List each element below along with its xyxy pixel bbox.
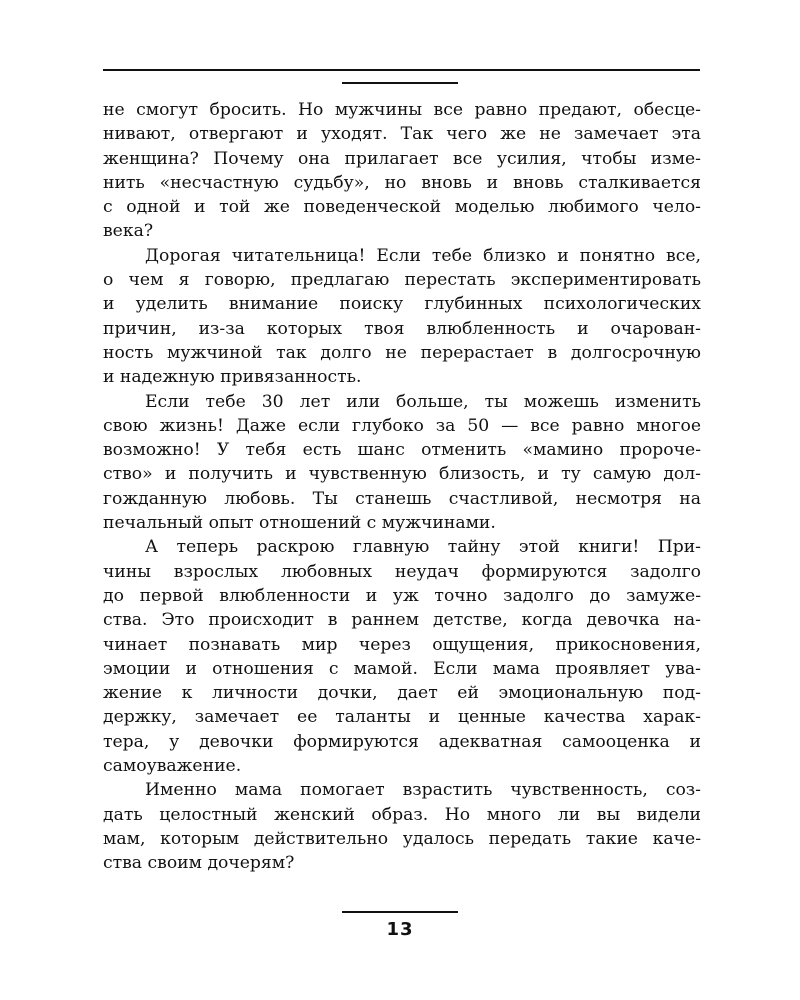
- text-line: держку, замечает ее таланты и ценные качества харак-: [103, 707, 701, 728]
- text-line: нивают, отвергают и уходят. Так чего же не замечает эта: [103, 124, 701, 145]
- page-body-text: [103, 98, 701, 876]
- text-line: Если тебе 30 лет или больше, ты можешь изменить: [145, 391, 701, 412]
- page-number: 13: [386, 919, 414, 940]
- text-line: печальный опыт отношений с мужчинами.: [103, 513, 496, 534]
- text-line: тера, у девочки формируются адекватная самооценка и: [103, 731, 701, 752]
- text-line: Именно мама помогает взрастить чувственность, соз-: [145, 780, 701, 801]
- text-line: свою жизнь! Даже если глубоко за 50 — все равно многое: [103, 415, 701, 436]
- footer-short-rule: [342, 911, 458, 913]
- text-line: до первой влюбленности и уж точно задолго до замуже-: [103, 585, 701, 606]
- text-line: Дорогая читательница! Если тебе близко и понятно все,: [145, 245, 701, 266]
- text-line: причин, из-за которых твоя влюбленность и очарован-: [103, 318, 701, 339]
- text-line: с одной и той же поведенческой моделью любимого чело-: [103, 197, 701, 218]
- header-short-rule: [342, 82, 458, 84]
- header-rule: [103, 69, 700, 71]
- text-line: дать целостный женский образ. Но много ли вы видели: [103, 804, 701, 825]
- text-line: и уделить внимание поиску глубинных психологических: [103, 294, 701, 315]
- text-line: и надежную привязанность.: [103, 367, 362, 388]
- text-line: А теперь раскрою главную тайну этой книги! При-: [145, 537, 701, 558]
- text-line: возможно! У тебя есть шанс отменить «мамино пророче-: [103, 440, 701, 461]
- text-line: ства своим дочерям?: [103, 853, 295, 874]
- text-line: эмоции и отношения с мамой. Если мама проявляет ува-: [103, 658, 701, 679]
- text-line: чины взрослых любовных неудач формируются задолго: [103, 561, 701, 582]
- text-line: ность мужчиной так долго не перерастает в долгосрочную: [103, 342, 701, 363]
- text-line: гожданную любовь. Ты станешь счастливой, несмотря на: [103, 488, 701, 509]
- text-line: о чем я говорю, предлагаю перестать экспериментировать: [103, 270, 701, 291]
- text-line: ство» и получить и чувственную близость, и ту самую дол-: [103, 464, 701, 485]
- text-line: чинает познавать мир через ощущения, прикосновения,: [103, 634, 701, 655]
- text-line: века?: [103, 221, 154, 242]
- text-line: нить «несчастную судьбу», но вновь и вновь сталкивается: [103, 172, 701, 193]
- text-line: женщина? Почему она прилагает все усилия, чтобы изме-: [103, 148, 701, 169]
- text-line: жение к личности дочки, дает ей эмоциональную под-: [103, 683, 701, 704]
- text-line: не смогут бросить. Но мужчины все равно предают, обесце-: [103, 100, 701, 120]
- text-line: мам, которым действительно удалось передать такие каче-: [103, 828, 701, 849]
- text-line: ства. Это происходит в раннем детстве, когда девочка на-: [103, 610, 701, 631]
- text-line: самоуважение.: [103, 756, 242, 777]
